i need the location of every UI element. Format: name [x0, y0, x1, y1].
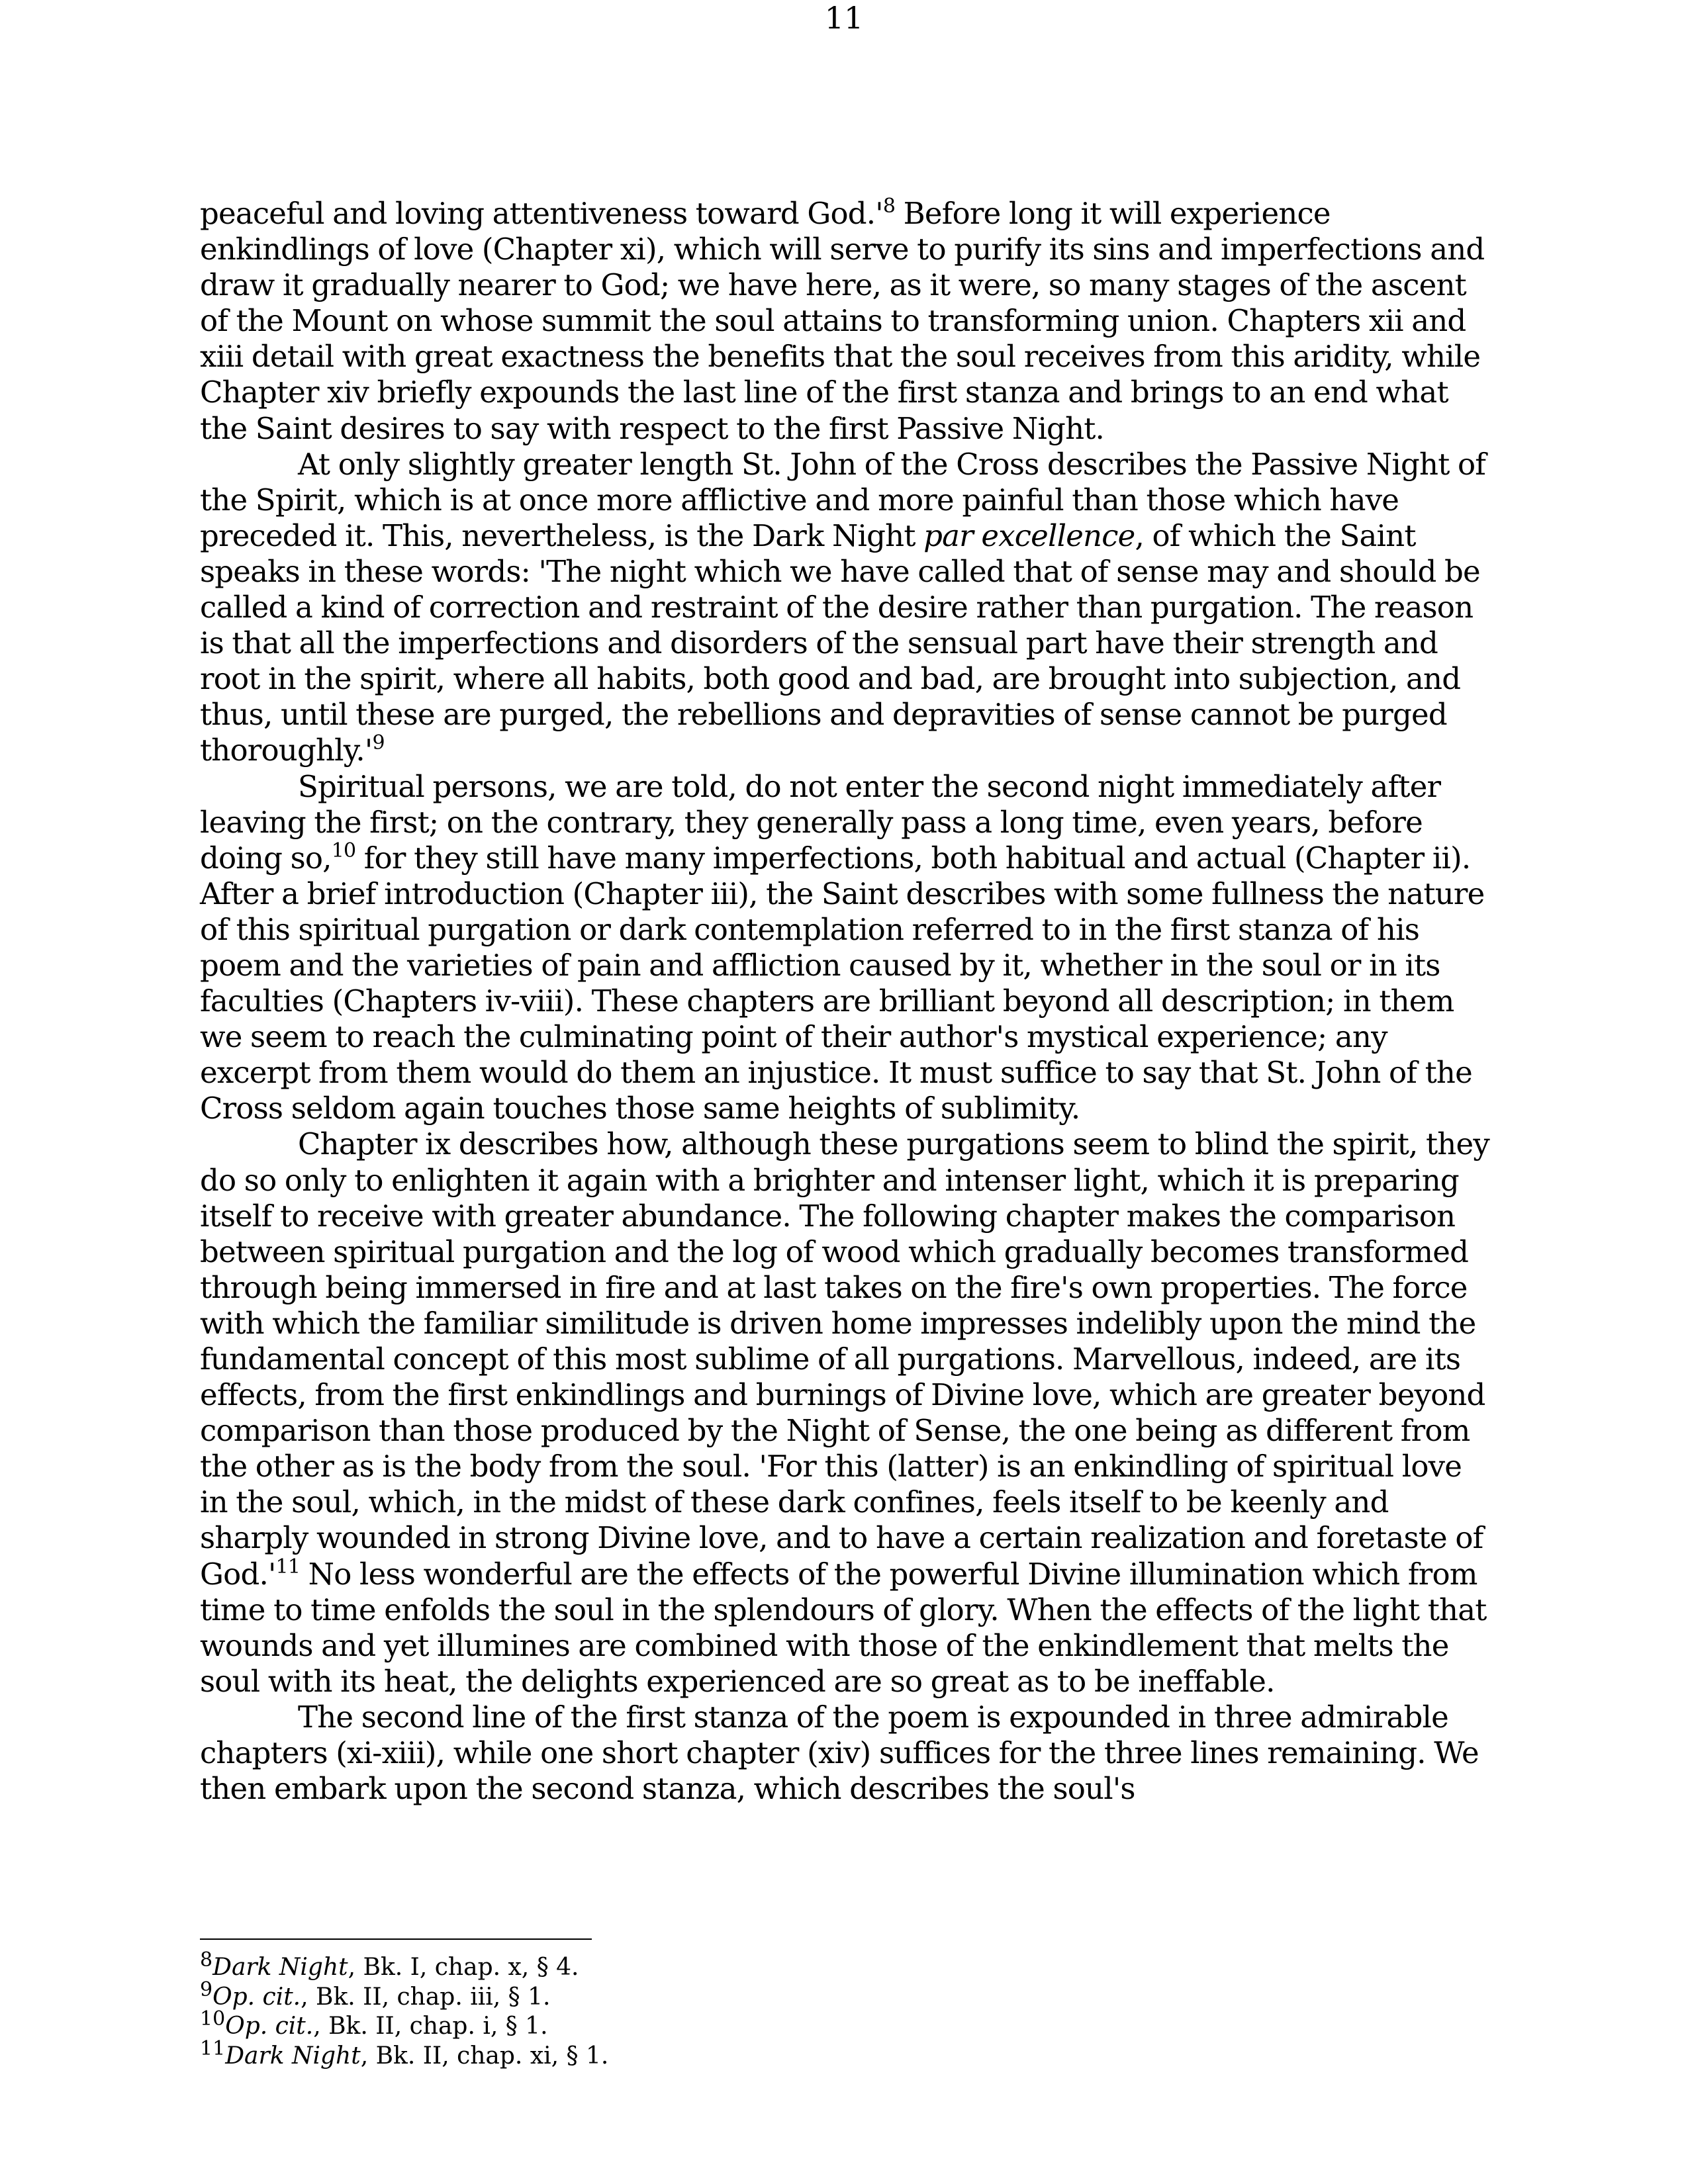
- footnote-8: [200, 1948, 1391, 1983]
- footnote-number: 8: [200, 1948, 213, 1972]
- footnote-title: Dark Night: [212, 1954, 348, 1981]
- body-text: [200, 196, 1497, 1807]
- paragraph-1-text-b: Before long it will experience enkindlings of love (Chapter xi), which will serve to purify its sins and imperfections and draw it gradually nearer to God; we have here, as it were, so many stages of the ascent of the Mount on whose summit the soul attains to transforming union. Chapters xii and xiii detail with great exactness the benefits that the soul receives from this aridity, while Chapter xiv briefly expounds the last line of the first stanza and brings to an end what the Saint desires to say with respect to the first Passive Night.: [200, 196, 1485, 446]
- paragraph-3-text-a: Spiritual persons, we are told, do not enter the second night immediately after leaving the first; on the contrary, they generally pass a long time, even years, before doing so,: [200, 768, 1441, 876]
- footnote-ref-11: 11: [275, 1555, 301, 1578]
- paragraph-3-text-b: for they still have many imperfections, both habitual and actual (Chapter ii). After a brief introduction (Chapter iii), the Saint describes with some fullness the nature of this spiritual purgation or dark contemplation referred to in the first stanza of his poem and the varieties of pain and affliction caused by it, whether in the soul or in its faculties (Chapters iv-viii). These chapters are brilliant beyond all description; in them we seem to reach the culminating point of their author's mystical experience; any excerpt from them would do them an injustice. It must suffice to say that St. John of the Cross seldom again touches those same heights of sublimity.: [200, 840, 1485, 1126]
- footnotes: [200, 1948, 1391, 2071]
- footnote-divider: [200, 1938, 592, 1940]
- paragraph-5-text: The second line of the first stanza of the poem is expounded in three admirable chapters (xi-xiii), while one short chapter (xiv) suffices for the three lines remaining. We then embark upon the second stanza, which describes the soul's: [200, 1699, 1479, 1807]
- footnote-11: [200, 2036, 1391, 2071]
- footnote-citation: , Bk. II, chap. xi, § 1.: [360, 2042, 609, 2070]
- footnote-9: [200, 1978, 1391, 2013]
- paragraph-2-italic: par excellence: [923, 518, 1135, 553]
- footnote-title: Op. cit.: [225, 2013, 314, 2040]
- paragraph-2-text-a: At only slightly greater length St. John of the Cross describes the Passive Night of the Spirit, which is at once more afflictive and more painful than those which have preceded it. This, nevertheless, is the Dark Night: [200, 446, 1486, 553]
- footnote-ref-10: 10: [331, 839, 356, 862]
- footnote-citation: , Bk. I, chap. x, § 4.: [348, 1954, 579, 1981]
- footnote-number: 9: [200, 1978, 213, 2001]
- paragraph-4-text-b: No less wonderful are the effects of the powerful Divine illumination which from time to time enfolds the soul in the splendours of glory. When the effects of the light that wounds and yet illumines are combined with those of the enkindlement that melts the soul with its heat, the delights experienced are so great as to be ineffable.: [200, 1556, 1487, 1699]
- paragraph-1: [200, 196, 1497, 447]
- page-number: 11: [824, 0, 864, 36]
- footnote-number: 11: [200, 2036, 226, 2060]
- footnote-ref-8: 8: [882, 195, 896, 218]
- footnote-citation: , Bk. II, chap. i, § 1.: [313, 2013, 548, 2040]
- footnote-title: Dark Night: [225, 2042, 361, 2070]
- paragraph-4-text-a: Chapter ix describes how, although these purgations seem to blind the spirit, they do so only to enlighten it again with a brighter and intenser light, which it is preparing itself to receive with greater abundance. The following chapter makes the comparison between spiritual purgation and the log of wood which gradually becomes transformed through being immersed in fire and at last takes on the fire's own properties. The force with which the familiar similitude is driven home impresses indelibly upon the mind the fundamental concept of this most sublime of all purgations. Marvellous, indeed, are its effects, from the first enkindlings and burnings of Divine love, which are greater beyond comparison than those produced by the Night of Sense, the one being as different from the other as is the body from the soul. 'For this (latter) is an enkindling of spiritual love in the soul, which, in the midst of these dark confines, feels itself to be keenly and sharply wounded in strong Divine love, and to have a certain realization and foretaste of God.': [200, 1126, 1489, 1592]
- paragraph-3: [200, 769, 1497, 1127]
- paragraph-2: [200, 447, 1497, 769]
- paragraph-5: [200, 1700, 1497, 1807]
- footnote-number: 10: [200, 2007, 226, 2030]
- footnote-title: Op. cit.: [212, 1983, 301, 2011]
- paragraph-1-text-a: peaceful and loving attentiveness toward God.': [200, 196, 883, 231]
- footnote-citation: , Bk. II, chap. iii, § 1.: [301, 1983, 551, 2011]
- paragraph-2-text-b: , of which the Saint speaks in these words: 'The night which we have called that of sense may and should be called a kind of correction and restraint of the desire rather than purgation. The reason is that all the imperfections and disorders of the sensual part have their strength and root in the spirit, where all habits, both good and bad, are brought into subjection, and thus, until these are purged, the rebellions and depravities of sense cannot be purged thoroughly.': [200, 518, 1480, 768]
- footnote-ref-9: 9: [372, 731, 385, 755]
- paragraph-4: [200, 1126, 1497, 1700]
- footnote-10: [200, 2007, 1391, 2042]
